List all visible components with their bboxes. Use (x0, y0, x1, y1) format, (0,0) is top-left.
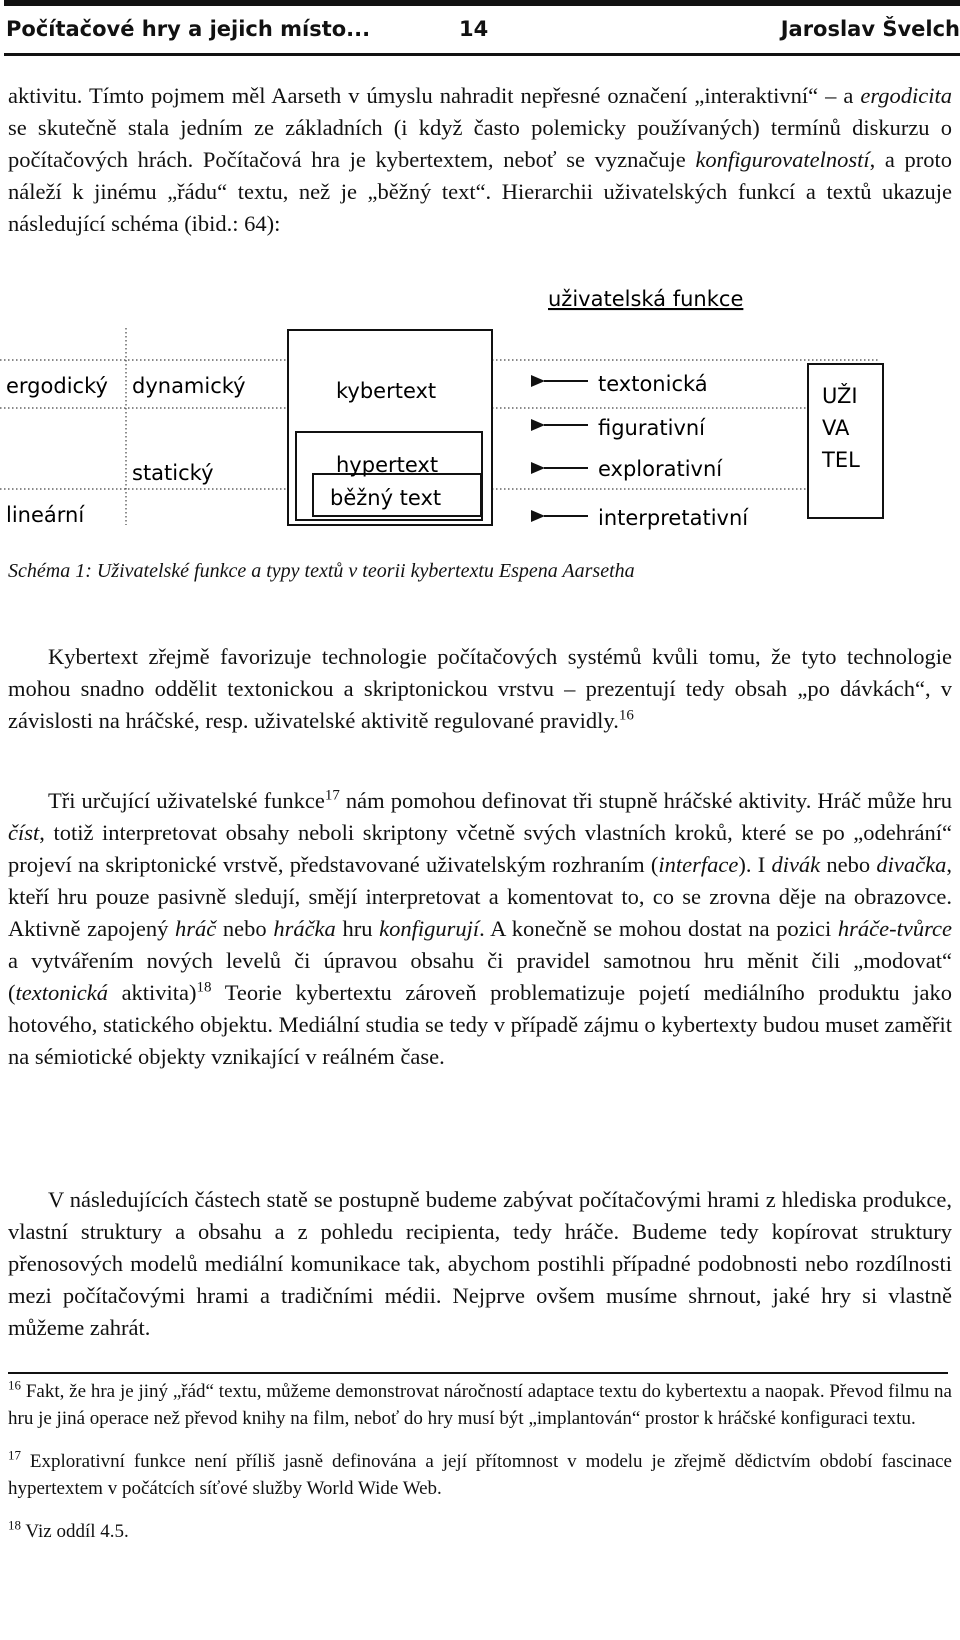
text-run: nebo (216, 916, 274, 941)
footnote-ref[interactable]: 16 (618, 707, 634, 724)
term-ergodicita: ergodicita (860, 83, 952, 108)
uzivatel-label: TEL (822, 448, 860, 472)
footnote-18 (8, 1518, 952, 1545)
label-staticky: statický (132, 461, 214, 485)
text-run: , kteří hru pouze pasivně sledují, smějí interpretovat a komentovat to, co se zrovna děje na obrazovce. Aktivně zapojený (8, 852, 952, 941)
function-label: interpretativní (598, 506, 749, 530)
text-run: Tři určující uživatelské funkce (48, 788, 325, 813)
footnote-text: Fakt, že hra je jiný „řád“ textu, můžeme demonstrovat náročností adaptace textu do kybertextu a naopak. Převod filmu na hru je jiná operace než převod knihy na film, neboť do hry musí být „implantován“ prostor k hráčské konfiguraci textu. (8, 1381, 952, 1429)
italic-term: divák (771, 852, 821, 877)
text-run: , a proto náleží k jinému „řádu“ textu, než je „běžný text“. Hierarchii uživatelských funkcí a textů ukazuje následující schéma (ibid.: 64): (8, 147, 952, 236)
figure-caption: Schéma 1: Uživatelské funkce a typy textů v teorii kybertextu Espena Aarsetha (8, 560, 635, 582)
text-run: Kybertext zřejmě favorizuje technologie počítačových systémů kvůli tomu, že tyto technologie mohou snadno oddělit textonickou a skriptonickou vrstvu – prezentují tedy obsah „po dávkách“, v závislosti na hráčské, resp. uživatelské aktivitě regulované pravidly. (8, 644, 952, 733)
cybertext-diagram (0, 280, 960, 545)
footnote-text: Viz oddíl 4.5. (21, 1521, 129, 1542)
label-ergodicky: ergodický (6, 374, 108, 398)
italic-term: konfigurují (379, 916, 480, 941)
paragraph-3 (8, 785, 952, 1073)
header-title: Počítačové hry a jejich místo... (6, 17, 371, 41)
text-run: ). I (738, 852, 772, 877)
italic-term: hráče-tvůrce (837, 916, 952, 941)
text-run: hru (335, 916, 380, 941)
italic-term: hráč (175, 916, 217, 941)
label-dynamicky: dynamický (132, 374, 246, 398)
footnote-16 (8, 1378, 952, 1432)
text-run: Teorie kybertextu zároveň problematizuje pojetí mediálního produktu jako hotového, statického objektu. Mediální studia se tedy v případě zájmu o kybertexty budou muset zaměřit na sémiotické objekty vznikající v reálném čase. (8, 980, 952, 1069)
text-run: aktivita) (107, 980, 197, 1005)
text-run: . A konečně se mohou dostat na pozici (479, 916, 838, 941)
text-run: a vytvářením nových levelů či úpravou obsahu či pravidel samotnou hru měnit čili „modovat“ ( (8, 948, 952, 1005)
footnote-ref[interactable]: 18 (196, 979, 212, 996)
uzivatel-label: UŽI (822, 384, 858, 408)
header-author: Jaroslav Švelch (780, 17, 960, 41)
paragraph-4: V následujících částech statě se postupně budeme zabývat počítačovými hrami z hlediska produkce, vlastní struktury a obsahu a z pohledu recipienta, tedy hráče. Budeme tedy kopírovat struktury přenosových modelů mediální komunikace tak, abychom postihli případné podobnosti nebo rozdílnosti mezi počítačovými hrami a tradičními médii. Nejprve ovšem musíme shrnout, jaké hry si vlastně můžeme zahrát. (8, 1187, 952, 1340)
label-kybertext: kybertext (336, 379, 437, 403)
italic-term: číst (8, 820, 40, 845)
function-label: figurativní (598, 416, 706, 440)
text-run: nám pomohou definovat tři stupně hráčské aktivity. Hráč může hru (339, 788, 952, 813)
diagram-top-label: uživatelská funkce (548, 287, 744, 311)
footnote-text: Explorativní funkce není příliš jasně definována a její přítomnost v modelu je zřejmě dědictvím období fascinace hypertextem v počátcích síťové služby World Wide Web. (8, 1451, 952, 1499)
label-linearni: lineární (6, 503, 85, 527)
text-run: nebo (820, 852, 877, 877)
uzivatel-label: VA (822, 416, 850, 440)
italic-term: hráčka (273, 916, 336, 941)
text-run: se skutečně stala jedním ze základních (i když často polemicky používaných) termínů diskurzu o počítačových hrách. Počítačová hra je kybertextem, neboť se vyznačuje (8, 115, 952, 172)
footnote-number: 17 (8, 1447, 21, 1463)
footnote-separator (8, 1372, 948, 1374)
term-konfigurovatelnost: konfigurovatelností (695, 147, 870, 172)
italic-term: interface (658, 852, 739, 877)
footnote-ref[interactable]: 17 (324, 787, 340, 804)
paragraph-1 (8, 80, 952, 240)
footnote-number: 16 (8, 1377, 21, 1393)
italic-term: textonická (15, 980, 108, 1005)
footnote-17 (8, 1448, 952, 1502)
text-run: aktivitu. Tímto pojmem měl Aarseth v úmyslu nahradit nepřesné označení „interaktivní“ – a (8, 83, 861, 108)
running-header (4, 0, 960, 56)
paragraph-2 (8, 641, 952, 737)
label-bezny-text: běžný text (330, 486, 442, 510)
header-page-number: 14 (459, 17, 489, 41)
function-label: explorativní (598, 457, 723, 481)
footnote-number: 18 (8, 1517, 21, 1533)
italic-term: divačka (876, 852, 947, 877)
label-hypertext: hypertext (336, 453, 439, 477)
text-run: , totiž interpretovat obsahy neboli skriptony včetně svých vlastních kroků, které se po „odehrání“ projeví na skriptonické vrstvě, představované uživatelským rozhraním ( (8, 820, 952, 877)
function-label: textonická (598, 372, 708, 396)
